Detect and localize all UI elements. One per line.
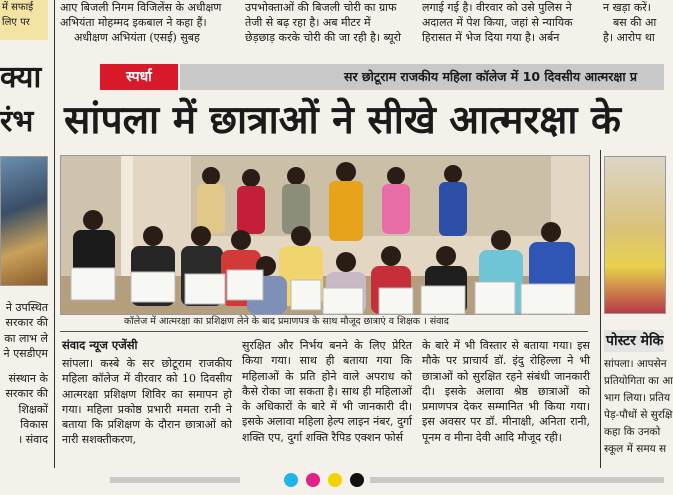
right-story-headline: पोस्टर मेकि: [606, 333, 664, 349]
color-bar: [370, 477, 664, 483]
black-registration-dot: [350, 473, 364, 487]
column-rule: [54, 0, 55, 470]
text-line: लगाई गई है। वीरवार को उसे पुलिस ने: [422, 1, 572, 14]
top-article-col-1: [60, 0, 238, 48]
left-column-text: [0, 300, 48, 448]
text-line: अदालत में पेश किया, जहां से न्यायिक: [422, 16, 573, 29]
text-line: उपभोक्ताओं की बिजली चोरी का ग्राफ: [245, 1, 397, 14]
text-line: सरकार की: [5, 387, 48, 401]
text-line: ने उपस्थित: [5, 301, 48, 314]
text-line: अभियंता मोहम्मद इकबाल ने कहा हैं।: [60, 16, 207, 29]
story-byline: संवाद न्यूज एजेंसी: [62, 338, 138, 352]
text-line: हिरासत में भेज दिया गया है। अर्बन: [422, 31, 560, 44]
text-line: कहा कि उनको: [604, 426, 661, 438]
body-paragraph: सांपला। कस्बे के सर छोटूराम राजकीय महिला कॉलेज में वीरवार को 10 दिवसीय आत्मरक्षा प्रशिक्षण शिविर का समापन हो गया। महिला प्रकोष्ठ प्रभारी ममता रानी ने बताया कि प्रशिक्षण के दौरान छात्राओं को नारी सशक्तीकरण,: [62, 357, 232, 447]
text-line: सरकार की: [5, 316, 48, 330]
body-paragraph: सुरक्षित और निर्भय बनने के लिए प्रेरित किया गया। साथ ही बताया गया कि महिलाओं के प्रति होने वाले अपराध को कैसे रोका जा सकता है। साथ ही महिलाओं के अधिकारों के बारे में भी जानकारी दी। इसके अलावा महिला हेल्प लाइन नंबर, दुर्गा शक्ति एप, दुर्गा शक्ति रैपिड एक्शन फोर्स: [242, 339, 412, 444]
registration-strip: [0, 468, 664, 495]
photo-caption: कॉलेज में आत्मरक्षा का प्रशिक्षण लेने के बाद प्रमाणपत्र के साथ मौजूद छात्राएं व शिक्षक । संवाद: [124, 316, 449, 327]
text-line: है। आरोप था: [603, 31, 655, 44]
left-headline-fragment: क्या: [0, 60, 42, 95]
body-column-1: [62, 356, 232, 462]
text-line: । संवाद: [18, 433, 48, 447]
text-line: छेड़छाड़ करके चोरी की जा रही है। ब्यूरो: [245, 31, 402, 44]
right-headline-box: [604, 330, 664, 352]
right-story-text: [604, 356, 673, 464]
text-line: संस्थान के: [8, 372, 48, 386]
body-paragraph: के बारे में भी विस्तार से बताया गया। इस मौके पर प्राचार्य डॉ. इंदु रोहिल्ला ने भी छात्राओं को सुरक्षित रहने संबंधी जानकारी दी। इसके अलावा श्रेष्ठ छात्राओं को प्रमाणपत्र देकर सम्मानित भी किया गया। इस अवसर पर डॉ. मीनाक्षी, अनिता रानी, पूनम व मीना देवी आदि मौजूद रही।: [422, 339, 590, 444]
text-line: ने एसडीएम: [3, 346, 48, 360]
text-line: शिक्षकों: [18, 402, 48, 416]
text-line: आए बिजली निगम विजिलेंस के अधीक्षण: [60, 1, 222, 14]
right-photo-fragment: [604, 156, 666, 314]
text-line: विकास: [20, 418, 48, 432]
story-kicker: सर छोटूराम राजकीय महिला कॉलेज में 10 दिवसीय आत्मरक्षा प्र: [344, 69, 638, 84]
text-line: बस की आ: [613, 16, 657, 29]
text-line: सांपला। आपसेन: [604, 358, 667, 370]
cyan-registration-dot: [284, 473, 298, 487]
top-article-col-2: [245, 0, 417, 48]
text-line: पेड़-पौधों से सुरक्षि: [604, 409, 673, 421]
left-top-snippet: [0, 0, 48, 40]
text-line: अधीक्षण अभियंता (एसई) सुबह: [74, 31, 200, 44]
body-column-3: [422, 338, 590, 462]
left-photo-fragment: [0, 156, 48, 286]
left-top-line: लिए पर: [2, 17, 30, 28]
section-tag: स्पर्धा: [100, 64, 178, 90]
color-bar: [110, 477, 240, 483]
text-line: का लाभ ले: [4, 331, 48, 345]
top-article-col-4: [603, 0, 664, 48]
magenta-registration-dot: [306, 473, 320, 487]
caption-rule: [60, 331, 588, 332]
main-photo: [60, 155, 590, 315]
left-top-line: में सफाई: [2, 2, 34, 13]
text-line: तेजी से बढ़ रहा है। अब मीटर में: [245, 16, 371, 29]
students-group-photo: [61, 156, 589, 314]
left-headline-fragment: रंभ: [0, 104, 34, 139]
text-line: भाग लिया। प्रतिय: [604, 392, 671, 404]
story-headline: सांपला में छात्राओं ने सीखे आत्मरक्षा के: [64, 98, 621, 143]
top-article-col-3: [422, 0, 598, 48]
text-line: न खड़ा करें।: [603, 1, 651, 14]
column-rule: [600, 150, 601, 470]
text-line: स्कूल में समय स: [604, 443, 667, 455]
yellow-registration-dot: [328, 473, 342, 487]
body-column-2: [242, 338, 412, 462]
text-line: प्रतियोगिता का आ: [604, 375, 673, 387]
